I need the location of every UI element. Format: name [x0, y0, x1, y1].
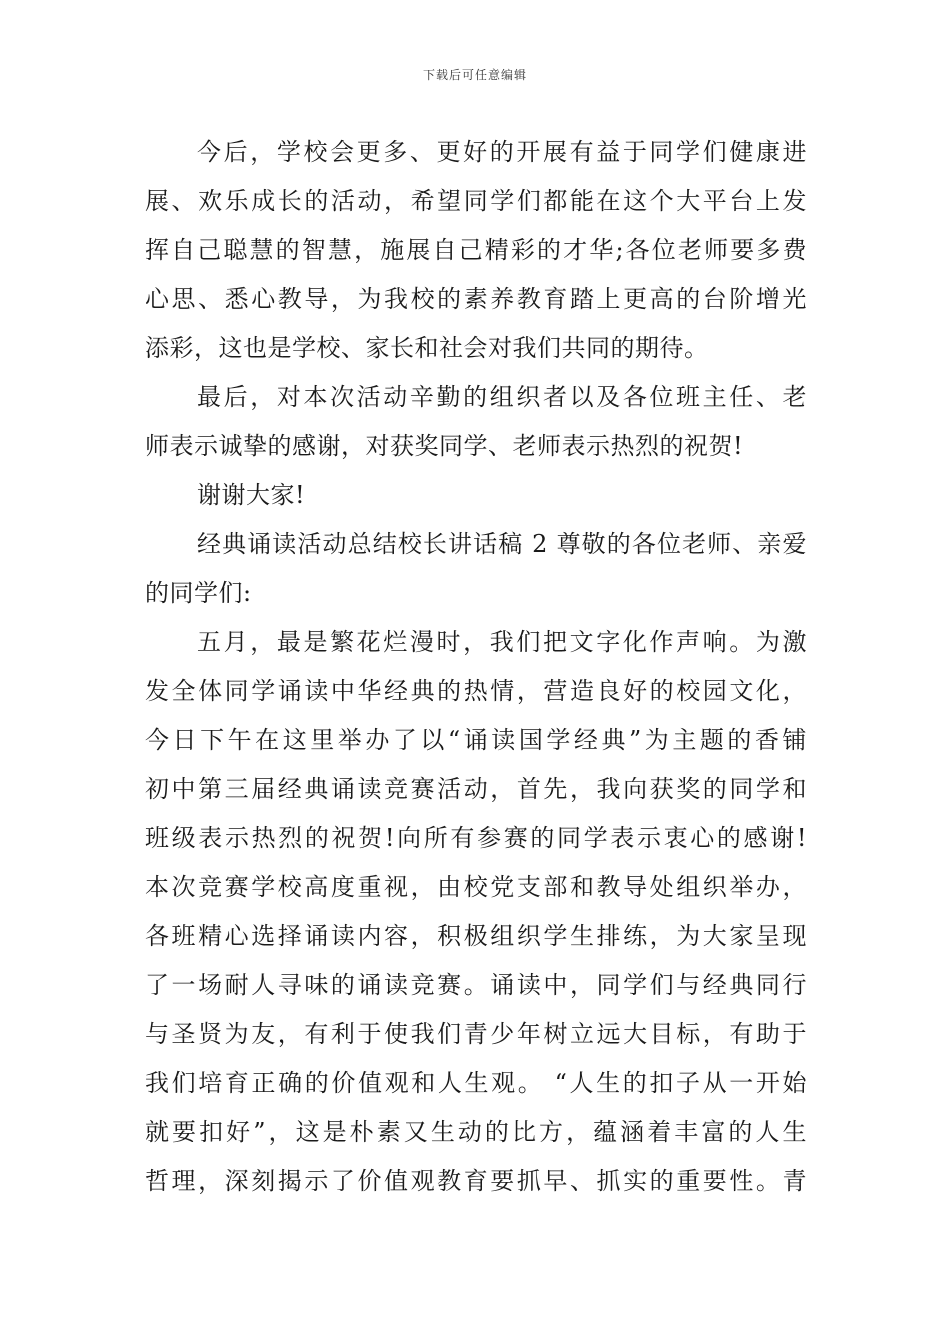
text-line: 最后，对本次活动辛勤的组织者以及各位班主任、老 — [197, 383, 807, 411]
text-line: 本次竞赛学校高度重视，由校党支部和教导处组织举办， — [145, 873, 807, 901]
header-note: 下载后可任意编辑 — [422, 68, 527, 82]
text-line: 展、欢乐成长的活动，希望同学们都能在这个大平台上发 — [145, 187, 807, 215]
text-line: 我们培育正确的价值观和人生观。 “人生的扣子从一开始 — [145, 1069, 807, 1097]
text-line: 经典诵读活动总结校长讲话稿 2 尊敬的各位老师、亲爱 — [197, 530, 807, 558]
text-line: 哲理，深刻揭示了价值观教育要抓早、抓实的重要性。青 — [145, 1167, 807, 1195]
text-line: 五月，最是繁花烂漫时，我们把文字化作声响。为激 — [197, 628, 807, 656]
text-line: 与圣贤为友，有利于使我们青少年树立远大目标，有助于 — [145, 1020, 807, 1048]
text-line: 了一场耐人寻味的诵读竞赛。诵读中，同学们与经典同行 — [145, 971, 807, 999]
text-line: 谢谢大家! — [197, 481, 306, 509]
text-line: 的同学们: — [145, 579, 252, 607]
text-line: 心思、悉心教导，为我校的素养教育踏上更高的台阶增光 — [145, 285, 807, 313]
text-line: 就要扣好”，这是朴素又生动的比方，蕴涵着丰富的人生 — [145, 1118, 807, 1146]
text-line: 初中第三届经典诵读竞赛活动，首先，我向获奖的同学和 — [145, 775, 807, 803]
text-line: 挥自己聪慧的智慧，施展自己精彩的才华;各位老师要多费 — [145, 236, 807, 264]
text-line: 师表示诚挚的感谢，对获奖同学、老师表示热烈的祝贺! — [145, 432, 744, 460]
text-line: 各班精心选择诵读内容，积极组织学生排练，为大家呈现 — [145, 922, 807, 950]
text-line: 发全体同学诵读中华经典的热情，营造良好的校园文化， — [145, 677, 807, 705]
body-text — [145, 128, 807, 1206]
text-line: 今日下午在这里举办了以“诵读国学经典”为主题的香铺 — [145, 726, 807, 754]
text-line: 班级表示热烈的祝贺!向所有参赛的同学表示衷心的感谢! — [145, 824, 807, 852]
text-line: 今后，学校会更多、更好的开展有益于同学们健康进 — [197, 138, 807, 166]
text-line: 添彩，这也是学校、家长和社会对我们共同的期待。 — [145, 334, 709, 362]
